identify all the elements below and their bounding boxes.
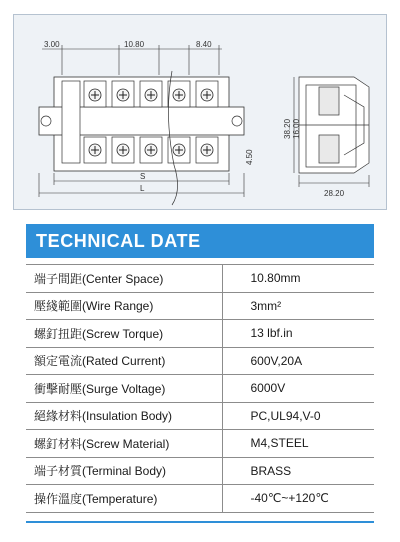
spec-label: 端子材質(Terminal Body) bbox=[26, 457, 222, 485]
spec-label: 端子間距(Center Space) bbox=[26, 265, 222, 293]
spec-label: 操作溫度(Temperature) bbox=[26, 485, 222, 513]
spec-value: 6000V bbox=[222, 375, 374, 403]
technical-date-header bbox=[26, 224, 374, 258]
spec-value: 10.80mm bbox=[222, 265, 374, 293]
spec-value: 13 lbf.in bbox=[222, 320, 374, 348]
bottom-divider bbox=[26, 521, 374, 523]
spec-label: 壓綫範圍(Wire Range) bbox=[26, 292, 222, 320]
table-row bbox=[26, 265, 374, 293]
dim-label-s: S bbox=[140, 172, 146, 181]
dim-height-b: 16.00 bbox=[292, 118, 301, 139]
spec-value: -40℃~+120℃ bbox=[222, 485, 374, 513]
table-row bbox=[26, 402, 374, 430]
technical-drawing bbox=[13, 14, 387, 210]
spec-label: 額定電流(Rated Current) bbox=[26, 347, 222, 375]
terminal-block-side-view bbox=[299, 77, 369, 173]
dim-pitch: 10.80 bbox=[124, 40, 145, 49]
table-row bbox=[26, 430, 374, 458]
spec-value: 600V,20A bbox=[222, 347, 374, 375]
spec-value: M4,STEEL bbox=[222, 430, 374, 458]
dim-spacing: 8.40 bbox=[196, 40, 212, 49]
terminal-block-drawing bbox=[14, 15, 388, 211]
table-row bbox=[26, 292, 374, 320]
section-title: TECHNICAL DATE bbox=[36, 231, 201, 251]
spec-label: 螺釘材料(Screw Material) bbox=[26, 430, 222, 458]
dim-height-a: 38.20 bbox=[283, 118, 292, 139]
spec-value: PC,UL94,V-0 bbox=[222, 402, 374, 430]
table-row bbox=[26, 320, 374, 348]
table-row bbox=[26, 347, 374, 375]
spec-value: 3mm² bbox=[222, 292, 374, 320]
dim-label-l: L bbox=[140, 184, 145, 193]
spec-table bbox=[26, 264, 374, 513]
table-row bbox=[26, 485, 374, 513]
dim-depth: 28.20 bbox=[324, 189, 345, 198]
spec-label: 衝擊耐壓(Surge Voltage) bbox=[26, 375, 222, 403]
table-row bbox=[26, 457, 374, 485]
table-row bbox=[26, 375, 374, 403]
dim-edge: 3.00 bbox=[44, 40, 60, 49]
spec-label: 絕緣材料(Insulation Body) bbox=[26, 402, 222, 430]
dim-side: 4.50 bbox=[245, 149, 254, 165]
spec-value: BRASS bbox=[222, 457, 374, 485]
spec-label: 螺釘扭距(Screw Torque) bbox=[26, 320, 222, 348]
